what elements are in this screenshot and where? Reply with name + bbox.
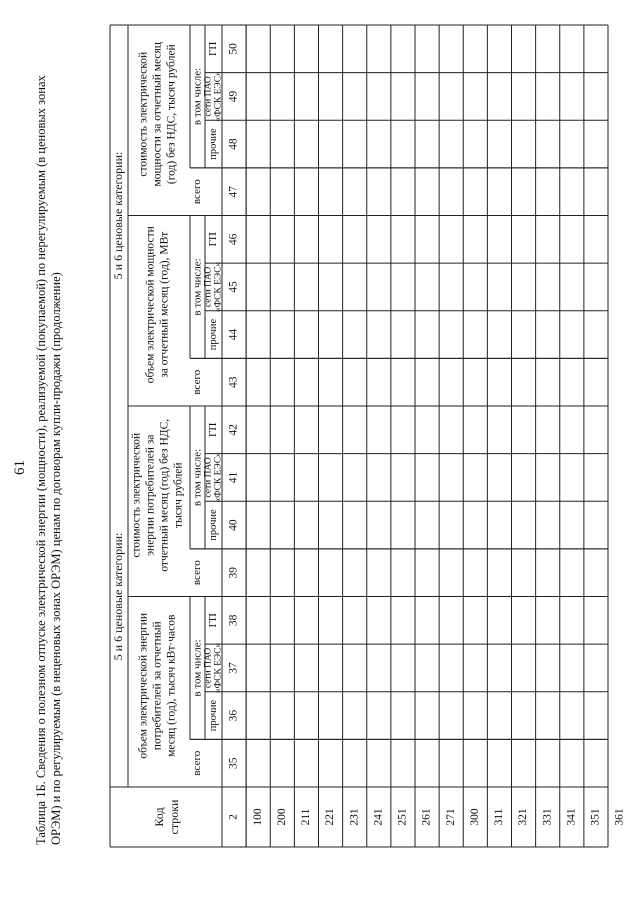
sub-fsk-label: сети ПАО«ФСК ЕЭС»: [203, 452, 224, 503]
sub-other-label: прочие: [207, 699, 219, 732]
sub-gp-label: ГП: [207, 41, 220, 56]
price-category-label: 5 и 6 ценовые категории:: [110, 151, 125, 280]
column-number-42: 42: [227, 424, 240, 436]
sub-gp-label: ГП: [207, 232, 220, 247]
column-number-47: 47: [227, 185, 240, 198]
row-code: 271: [444, 808, 457, 826]
sub-total-label: всего: [191, 560, 204, 586]
row-code: 100: [251, 808, 264, 826]
group-label-1: объем электрической энергии потребителей за отчетный месяц (год), тысяч кВт·часов: [137, 612, 178, 759]
in-that-number-label: в том числе:: [191, 258, 204, 316]
page-number: 61: [12, 460, 28, 475]
sub-fsk-label: сети ПАО«ФСК ЕЭС»: [203, 71, 224, 122]
row-code: 311: [493, 808, 506, 826]
column-number-48: 48: [227, 138, 240, 150]
row-code: 200: [275, 808, 288, 826]
in-that-number-label: в том числе:: [191, 67, 204, 126]
column-number-46: 46: [227, 233, 240, 246]
table-title: Таблица 1Б. Сведения о полезном отпуске электрической энергии (мощности), реализуемой (покупаемой) по нерегулируемым (в ценовых зонах ОРЭМ) и по регулируемым (в неценовых зонах ОРЭМ) ценам по договорам купли-продажи (продолжение): [34, 75, 63, 845]
sub-total-label: всего: [191, 750, 204, 776]
row-code: 351: [589, 808, 602, 826]
row-code: 300: [468, 808, 481, 826]
column-number-49: 49: [227, 90, 240, 103]
row-code: 361: [613, 808, 626, 826]
row-code: 231: [348, 808, 361, 826]
column-number-40: 40: [227, 519, 240, 531]
row-code: 261: [420, 808, 433, 826]
column-number-37: 37: [227, 662, 240, 674]
sub-fsk-label: сети ПАО«ФСК ЕЭС»: [203, 642, 224, 694]
row-code-header: Код: [151, 807, 166, 827]
row-code: 321: [517, 808, 530, 826]
row-code-header: строки: [166, 799, 181, 835]
sub-total-label: всего: [191, 179, 204, 205]
row-code: 251: [396, 808, 409, 826]
column-number-41: 41: [227, 471, 240, 484]
sub-gp-label: ГП: [207, 422, 220, 437]
column-number-39: 39: [227, 566, 240, 579]
row-code: 241: [372, 808, 385, 826]
group-label-4: стоимость электрической мощности за отчетный месяц (год) без НДС, тысяч рублей: [137, 42, 178, 187]
column-number-45: 45: [227, 281, 240, 293]
sub-gp-label: ГП: [207, 613, 220, 628]
in-that-number-label: в том числе:: [191, 448, 204, 507]
row-code: 211: [300, 808, 313, 826]
column-number-2: 2: [227, 814, 240, 820]
column-number-43: 43: [227, 376, 240, 388]
group-label-3: объем электрической мощности за отчетный месяц (год), МВт: [144, 226, 171, 384]
column-number-35: 35: [227, 757, 240, 769]
column-number-36: 36: [227, 709, 240, 722]
sub-other-label: прочие: [207, 318, 219, 351]
sub-other-label: прочие: [207, 509, 219, 541]
column-number-44: 44: [227, 328, 240, 341]
column-number-38: 38: [227, 614, 240, 627]
sub-total-label: всего: [191, 369, 204, 395]
column-number-50: 50: [227, 43, 240, 55]
group-label-2: стоимость электрической энергии потребителей за отчетный месяц (год) без НДС, тысяч рублей: [130, 418, 185, 572]
row-code: 221: [324, 808, 337, 826]
in-that-number-label: в том числе:: [191, 639, 204, 697]
sub-other-label: прочие: [207, 128, 219, 160]
row-code: 341: [565, 808, 578, 826]
price-category-label: 5 и 6 ценовые категории:: [110, 532, 125, 661]
sub-fsk-label: сети ПАО«ФСК ЕЭС»: [203, 261, 224, 313]
row-code: 331: [541, 808, 554, 826]
